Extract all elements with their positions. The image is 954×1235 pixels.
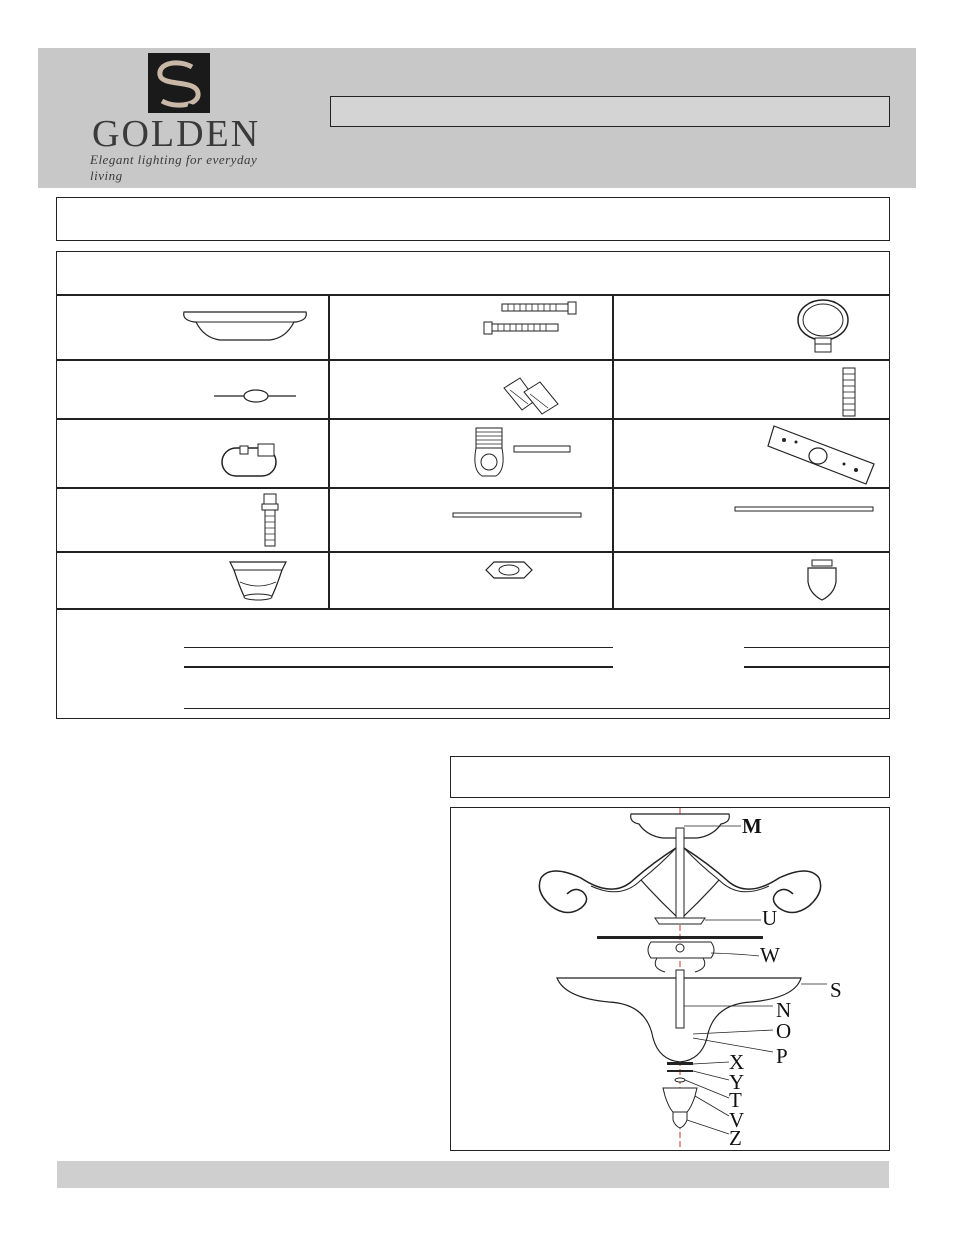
- table-row-divider: [57, 294, 889, 296]
- table-row-divider: [57, 359, 889, 361]
- finial-part-icon: [804, 558, 840, 602]
- callout-label: U: [762, 906, 778, 930]
- table-row-divider: [57, 551, 889, 553]
- bottom-cup-part-icon: [228, 558, 288, 604]
- wire-nuts-part-icon: [500, 374, 562, 418]
- title-box: [330, 96, 890, 127]
- table-row-divider: [57, 418, 889, 420]
- callout-label: O: [776, 1019, 792, 1043]
- callout-label: S: [830, 978, 842, 1002]
- table-row-divider: [57, 608, 889, 610]
- form-line: [184, 666, 613, 668]
- footer-band: [57, 1161, 889, 1188]
- screws-part-icon: [482, 300, 582, 342]
- assembly-heading-box: [450, 756, 890, 798]
- rod-part-icon: [452, 512, 584, 520]
- section-heading-box: [56, 197, 890, 241]
- threaded-nipple-part-icon: [840, 366, 858, 418]
- golden-logo-icon: [148, 53, 210, 113]
- table-col-divider: [328, 295, 330, 609]
- form-line: [184, 647, 613, 648]
- callout-label: M: [742, 814, 762, 838]
- hex-nut-part-icon: [484, 560, 534, 582]
- loop-part-icon: [794, 298, 854, 356]
- callout-label: Y: [729, 1070, 745, 1094]
- long-rod-part-icon: [734, 506, 876, 514]
- table-col-divider: [612, 295, 614, 609]
- brand-name: GOLDEN: [92, 113, 261, 155]
- canopy-part-icon: [180, 308, 310, 344]
- crossbar-bracket-part-icon: [766, 420, 876, 488]
- form-line: [744, 647, 889, 648]
- socket-part-icon: [470, 424, 576, 482]
- bolt-part-icon: [260, 492, 280, 548]
- callout-label: X: [729, 1050, 745, 1074]
- assembly-diagram: [451, 808, 887, 1148]
- callout-label: W: [760, 943, 780, 967]
- form-line: [184, 708, 889, 709]
- callout-label: V: [729, 1108, 745, 1132]
- table-row-divider: [57, 487, 889, 489]
- brand-tagline: Elegant lighting for everyday living: [90, 152, 258, 183]
- callout-label: N: [776, 998, 792, 1022]
- callout-label: P: [776, 1044, 788, 1068]
- form-line: [744, 666, 889, 668]
- callout-label: T: [729, 1088, 742, 1112]
- chain-link-part-icon: [212, 384, 300, 404]
- quick-link-part-icon: [218, 440, 280, 480]
- callout-label: Z: [729, 1126, 742, 1150]
